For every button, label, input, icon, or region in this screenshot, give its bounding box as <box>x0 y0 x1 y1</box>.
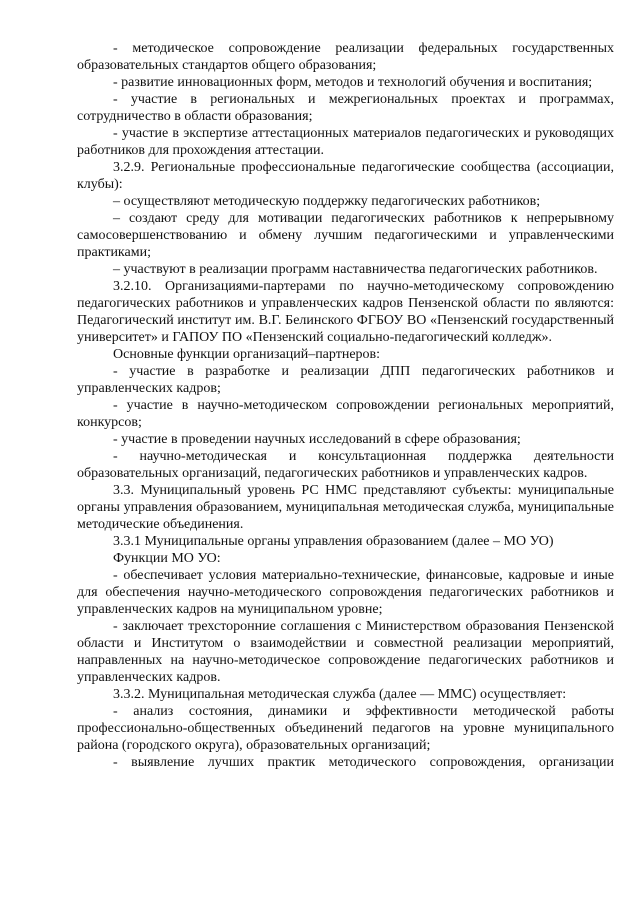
paragraph: – осуществляют методическую поддержку педагогических работников; <box>113 194 541 209</box>
section-heading: 3.3. Муниципальный уровень РС НМС представляют субъекты: муниципальные органы управления образованием, муниципальная методическая служба, муниципальные методические объединения. <box>77 483 614 532</box>
paragraph: - научно-методическая и консультационная поддержка деятельности образовательных организаций, педагогических работников и управленческих кадров. <box>77 449 614 481</box>
paragraph: - обеспечивает условия материально-технические, финансовые, кадровые и иные для обеспечения научно-методического сопровождения педагогических работников и управленческих кадров на муниципальном уровне; <box>77 568 614 617</box>
paragraph: - участие в научно-методическом сопровождении региональных мероприятий, конкурсов; <box>77 398 614 430</box>
section-heading: 3.3.2. Муниципальная методическая служба (далее — ММС) осуществляет: <box>113 687 567 702</box>
paragraph: - заключает трехсторонние соглашения с Министерством образования Пензенской области и Институтом о взаимодействии и совместной реализации мероприятий, направленных на научно-методическое сопровождение педагогических работников и управленческих кадров. <box>77 619 614 685</box>
paragraph: - участие в экспертизе аттестационных материалов педагогических и руководящих работников для прохождения аттестации. <box>77 126 614 158</box>
paragraph: - выявление лучших практик методического сопровождения, организации <box>113 755 614 770</box>
paragraph: Функции МО УО: <box>113 551 221 566</box>
section-heading: 3.3.1 Муниципальные органы управления образованием (далее – МО УО) <box>113 534 554 549</box>
paragraph: – создают среду для мотивации педагогических работников к непрерывному самосовершенствованию и обмену лучшим педагогическими и управленческими практиками; <box>77 211 614 260</box>
paragraph: - анализ состояния, динамики и эффективности методической работы профессионально-общественных объединений педагогов на уровне муниципального района (городского округа), образовательных организаций; <box>77 704 614 753</box>
section-heading: 3.2.10. Организациями-партерами по научно-методическому сопровождению педагогических работников и управленческих кадров Пензенской области по являются: Педагогический институт им. В.Г. Белинского ФГБОУ ВО «Пензенский государственный университет» и ГАПОУ ПО «Пензенский социально-педагогический колледж». <box>77 279 614 345</box>
paragraph: Основные функции организаций–партнеров: <box>113 347 381 362</box>
paragraph: - развитие инновационных форм, методов и технологий обучения и воспитания; <box>113 75 593 90</box>
paragraph: - участие в разработке и реализации ДПП педагогических работников и управленческих кадров; <box>77 364 614 396</box>
paragraph: - участие в проведении научных исследований в сфере образования; <box>113 432 521 447</box>
paragraph: – участвуют в реализации программ наставничества педагогических работников. <box>113 262 598 277</box>
section-heading: 3.2.9. Региональные профессиональные педагогические сообщества (ассоциации, клубы): <box>77 160 614 192</box>
paragraph: - методическое сопровождение реализации федеральных государственных образовательных стандартов общего образования; <box>77 41 614 73</box>
paragraph: - участие в региональных и межрегиональных проектах и программах, сотрудничество в области образования; <box>77 92 614 124</box>
